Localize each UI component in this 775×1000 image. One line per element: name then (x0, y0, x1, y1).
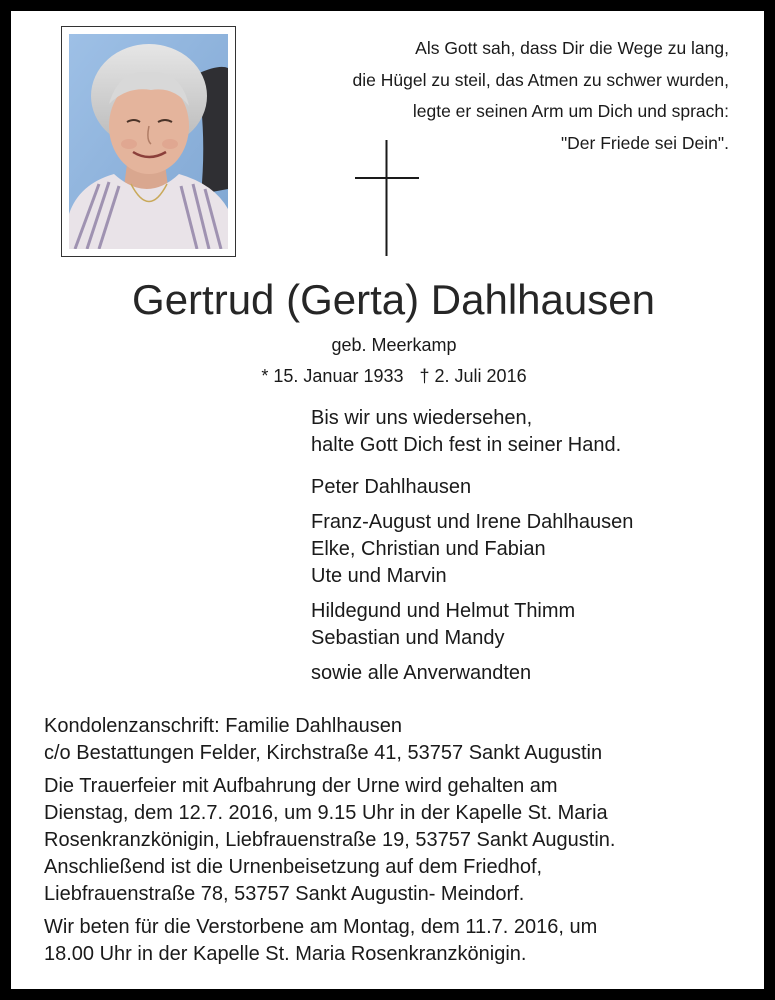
poem-line: Als Gott sah, dass Dir die Wege zu lang, (415, 38, 729, 58)
condolence-line: Kondolenzanschrift: Familie Dahlhausen (44, 715, 402, 737)
family-member: Peter Dahlhausen (311, 476, 472, 498)
ceremony-line: Anschließend ist die Urnenbeisetzung auf dem Friedhof, (44, 856, 543, 878)
funeral-info (44, 713, 744, 974)
death-date: † 2. Juli 2016 (419, 366, 527, 386)
family-group (311, 660, 633, 687)
cross-icon (355, 140, 419, 256)
birth-name: geb. Meerkamp (331, 335, 457, 355)
ceremony-line: Dienstag, dem 12.7. 2016, um 9.15 Uhr in der Kapelle St. Maria (44, 802, 608, 824)
verse-line: halte Gott Dich fest in seiner Hand. (311, 434, 622, 456)
birth-date: * 15. Januar 1933 (261, 366, 404, 386)
family-member: Ute und Marvin (311, 565, 447, 587)
family-member: sowie alle Anverwandten (311, 662, 532, 684)
family-list (311, 474, 633, 695)
prayer-info (44, 914, 744, 968)
prayer-line: 18.00 Uhr in der Kapelle St. Maria Rosenkranzkönigin. (44, 943, 527, 965)
family-member: Hildegund und Helmut Thimm (311, 600, 576, 622)
family-group (311, 474, 633, 501)
poem-line: die Hügel zu steil, das Atmen zu schwer wurden, (352, 69, 729, 90)
ceremony-info (44, 773, 744, 908)
poem-line: legte er seinen Arm um Dich und sprach: (412, 101, 729, 121)
prayer-line: Wir beten für die Verstorbene am Montag, dem 11.7. 2016, um (44, 916, 598, 938)
life-dates (0, 363, 775, 389)
family-member: Franz-August und Irene Dahlhausen (311, 511, 634, 533)
family-member: Sebastian und Mandy (311, 627, 505, 649)
condolence-address (44, 713, 744, 767)
portrait-image (69, 34, 228, 249)
verse-line: Bis wir uns wiedersehen, (311, 407, 533, 429)
verse (311, 405, 621, 459)
family-group (311, 509, 633, 590)
family-member: Elke, Christian und Fabian (311, 538, 546, 560)
ceremony-line: Rosenkranzkönigin, Liebfrauenstraße 19, 53757 Sankt Augustin. (44, 829, 616, 851)
family-group (311, 598, 633, 652)
condolence-line: c/o Bestattungen Felder, Kirchstraße 41, 53757 Sankt Augustin (44, 742, 603, 764)
ceremony-line: Die Trauerfeier mit Aufbahrung der Urne wird gehalten am (44, 775, 558, 797)
portrait-photo (61, 26, 236, 257)
deceased-name: Gertrud (Gerta) Dahlhausen (132, 276, 655, 323)
poem (259, 33, 729, 159)
poem-line: "Der Friede sei Dein". (560, 132, 729, 153)
ceremony-line: Liebfrauenstraße 78, 53757 Sankt Augustin- Meindorf. (44, 883, 525, 905)
